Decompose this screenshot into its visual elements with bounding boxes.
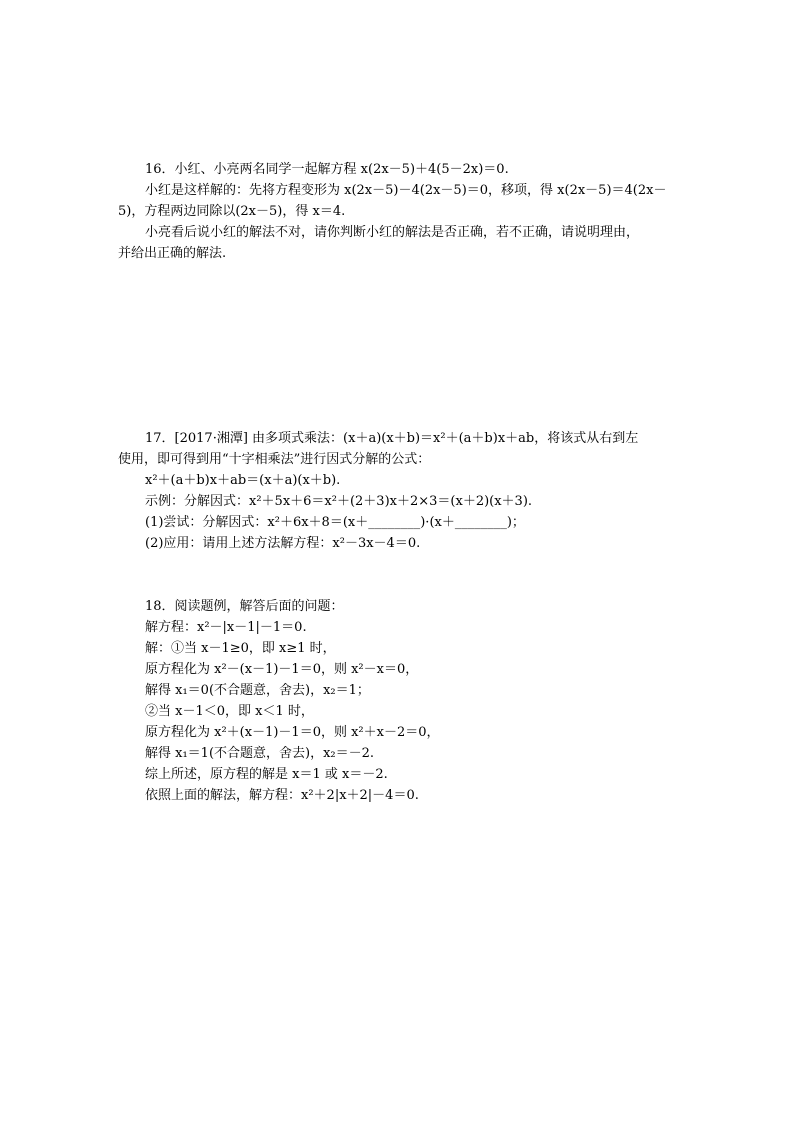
q18-line-10: 依照上面的解法，解方程：x²＋2|x＋2|－4＝0. [145, 788, 419, 803]
q16-line-3: 5)，方程两边同除以(2x－5)，得 x＝4. [118, 204, 346, 219]
q16-line-5: 并给出正确的解法. [118, 246, 227, 261]
q17-line-3: x²＋(a＋b)x＋ab＝(x＋a)(x＋b). [145, 473, 341, 488]
q18-line-8: 解得 x₁＝1(不合题意，舍去)，x₂＝－2. [145, 746, 375, 761]
q18-line-7: 原方程化为 x²＋(x－1)－1＝0，则 x²＋x－2＝0， [145, 725, 440, 740]
q18-line-2: 解方程：x²－|x－1|－1＝0. [145, 620, 307, 635]
q17-line-4: 示例：分解因式：x²＋5x＋6＝x²＋(2＋3)x＋2×3＝(x＋2)(x＋3). [145, 494, 533, 509]
q17-line-1: 17．[2017·湘潭] 由多项式乘法：(x＋a)(x＋b)＝x²＋(a＋b)x＋ab，将该式从右到左 [145, 431, 639, 446]
q18-line-9: 综上所述，原方程的解是 x＝1 或 x＝－2. [145, 767, 388, 782]
q16-line-4: 小亮看后说小红的解法不对，请你判断小红的解法是否正确，若不正确，请说明理由， [145, 225, 640, 240]
q18-line-3: 解：①当 x－1≥0，即 x≥1 时， [145, 641, 336, 656]
q17-line-2: 使用，即可得到用“十字相乘法”进行因式分解的公式： [118, 452, 431, 467]
q18-line-4: 原方程化为 x²－(x－1)－1＝0，则 x²－x＝0， [145, 662, 419, 677]
q17-line-6: (2)应用：请用上述方法解方程：x²－3x－4＝0. [145, 536, 421, 551]
q18-line-6: ②当 x－1＜0，即 x＜1 时， [145, 704, 314, 719]
q16-line-2: 小红是这样解的：先将方程变形为 x(2x－5)－4(2x－5)＝0，移项，得 x(2x－5)＝4(2x－ [145, 183, 667, 198]
q16-line-1: 16．小红、小亮两名同学一起解方程 x(2x－5)＋4(5－2x)＝0. [145, 162, 509, 177]
q18-line-5: 解得 x₁＝0(不合题意，舍去)，x₂＝1； [145, 683, 370, 698]
q18-line-1: 18．阅读题例，解答后面的问题： [145, 599, 344, 614]
q17-line-5: (1)尝试：分解因式：x²＋6x＋8＝(x＋________)·(x＋________)； [145, 515, 525, 530]
